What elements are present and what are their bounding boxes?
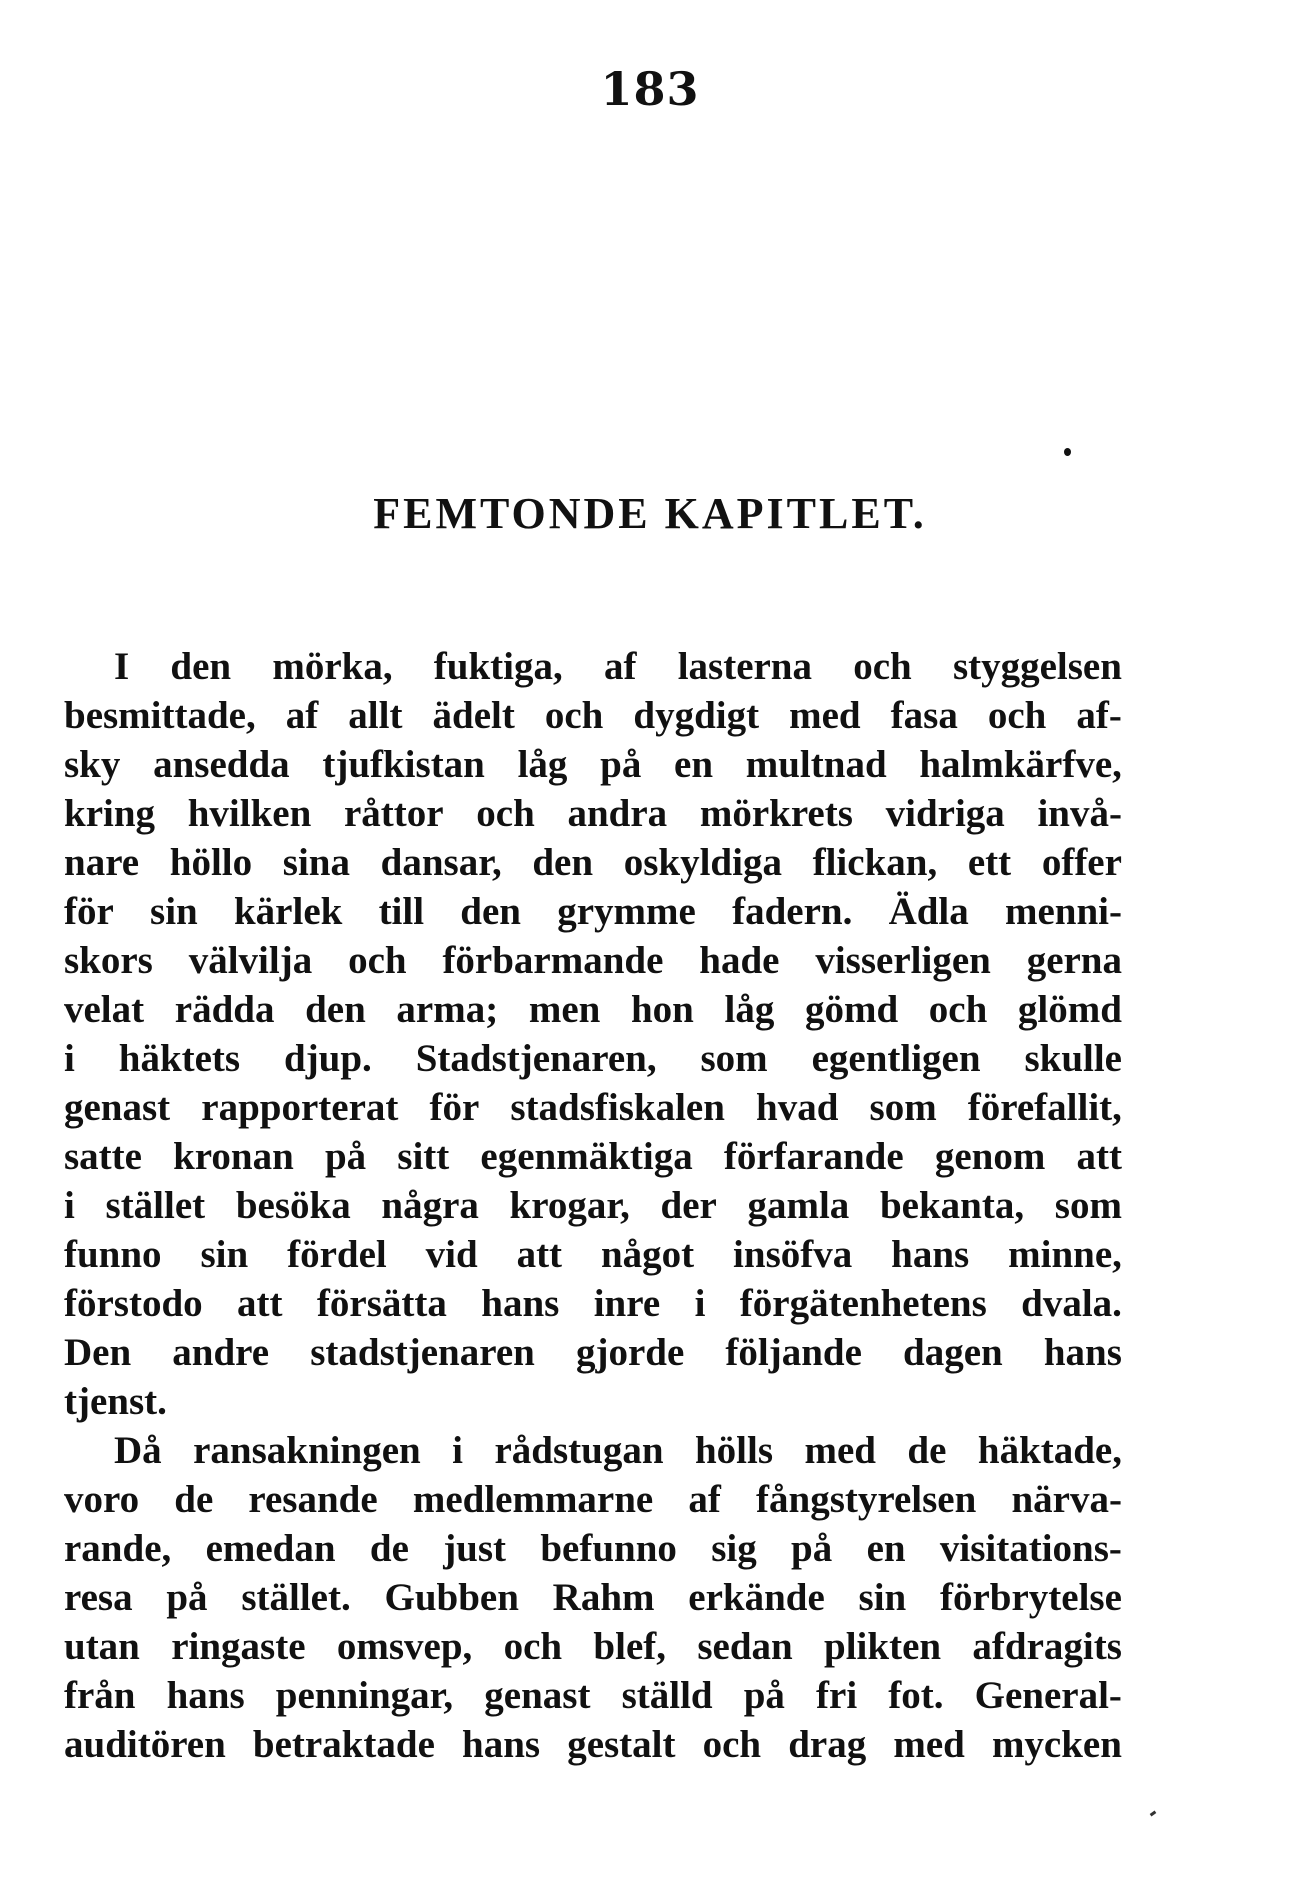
text-line — [64, 691, 1122, 740]
word: fot. — [888, 1674, 944, 1717]
word: penningar, — [275, 1674, 454, 1717]
word: i — [64, 1037, 75, 1080]
word: mycken — [991, 1723, 1122, 1766]
word: dygdigt — [633, 694, 760, 737]
word: drag — [788, 1723, 867, 1766]
word: ringaste — [171, 1625, 306, 1668]
text-line — [64, 1671, 1122, 1720]
word: en — [674, 743, 714, 786]
word: stadsfiskalen — [510, 1086, 725, 1129]
word: Gubben — [384, 1576, 519, 1619]
word: I — [114, 645, 130, 688]
word: der — [660, 1184, 717, 1227]
word: emedan — [205, 1527, 336, 1570]
word: för — [429, 1086, 480, 1129]
word: sin — [150, 890, 198, 933]
word: dansar, — [380, 841, 502, 884]
word: de — [907, 1429, 947, 1472]
word: ansedda — [153, 743, 290, 786]
text-line — [64, 789, 1122, 838]
word: och — [544, 694, 604, 737]
word: i — [64, 1184, 75, 1227]
word: inre — [593, 1282, 661, 1325]
word: allt — [348, 694, 403, 737]
word: att — [237, 1282, 283, 1325]
ink-speck — [1064, 448, 1071, 456]
word: sin — [200, 1233, 249, 1276]
word: egentligen — [811, 1037, 981, 1080]
word: och — [928, 988, 988, 1031]
word: funno — [64, 1233, 162, 1276]
word: kring — [64, 792, 156, 835]
text-line — [64, 887, 1122, 936]
word: sitt — [397, 1135, 450, 1178]
word: ställd — [621, 1674, 713, 1717]
word: häktade, — [977, 1429, 1122, 1472]
word: glömd — [1017, 988, 1122, 1031]
word: Då — [114, 1429, 162, 1472]
word: rådstugan — [494, 1429, 664, 1472]
word: som — [700, 1037, 768, 1080]
word: lasterna — [677, 645, 812, 688]
word: minne, — [1008, 1233, 1122, 1276]
word: mörka, — [272, 645, 393, 688]
word: nare — [64, 841, 140, 884]
word: voro — [64, 1478, 140, 1521]
word: den — [460, 890, 521, 933]
word: förstodo — [64, 1282, 203, 1325]
word: Ädla — [888, 890, 969, 933]
word: sedan — [697, 1625, 793, 1668]
word: invå- — [1037, 792, 1122, 835]
word: genast — [484, 1674, 591, 1717]
text-line — [64, 740, 1122, 789]
word: sky — [64, 743, 121, 786]
word: sin — [858, 1576, 907, 1619]
text-line — [64, 1328, 1122, 1377]
word: hans — [462, 1723, 541, 1766]
word: välvilja — [188, 939, 313, 982]
word: att — [516, 1233, 563, 1276]
text-line — [64, 1230, 1122, 1279]
body-text — [64, 642, 1122, 1769]
word: men — [528, 988, 601, 1031]
word: velat — [64, 988, 145, 1031]
word: genast — [64, 1086, 171, 1129]
text-line — [64, 1083, 1122, 1132]
word: betraktade — [252, 1723, 435, 1766]
text-line — [64, 1377, 1122, 1426]
word: rande, — [64, 1527, 172, 1570]
word: från — [64, 1674, 136, 1717]
word: låg — [517, 743, 568, 786]
word: närva- — [1011, 1478, 1122, 1521]
word: besmittade, — [64, 694, 256, 737]
word: hade — [699, 939, 780, 982]
word: tjufkistan — [322, 743, 485, 786]
word: som — [869, 1086, 937, 1129]
page-number: 183 — [600, 62, 700, 116]
word: erkände — [688, 1576, 825, 1619]
word: blef, — [593, 1625, 666, 1668]
word: och — [853, 645, 912, 688]
word: Rahm — [552, 1576, 655, 1619]
word: offer — [1041, 841, 1122, 884]
word: gestalt — [567, 1723, 676, 1766]
word: fångstyrelsen — [756, 1478, 977, 1521]
word: sina — [282, 841, 350, 884]
word: med — [804, 1429, 876, 1472]
word: styggelsen — [952, 645, 1122, 688]
word: hans — [481, 1282, 560, 1325]
word: förefallit, — [967, 1086, 1122, 1129]
word: några — [381, 1184, 479, 1227]
word: och — [702, 1723, 762, 1766]
word: ädelt — [432, 694, 515, 737]
word: hans — [891, 1233, 970, 1276]
word: krogar, — [509, 1184, 630, 1227]
text-line — [64, 838, 1122, 887]
word: af- — [1076, 694, 1122, 737]
word: halmkärfve, — [919, 743, 1122, 786]
word: kronan — [173, 1135, 294, 1178]
text-line — [64, 1720, 1122, 1769]
word: auditören — [64, 1723, 226, 1766]
word: att — [1076, 1135, 1122, 1178]
text-line — [64, 936, 1122, 985]
word: resande — [248, 1478, 378, 1521]
word: hvad — [756, 1086, 839, 1129]
word: på — [166, 1576, 208, 1619]
word: försätta — [316, 1282, 447, 1325]
word: något — [600, 1233, 695, 1276]
word: af — [603, 645, 637, 688]
word: multnad — [745, 743, 887, 786]
word: som — [1054, 1184, 1122, 1227]
word: skulle — [1024, 1037, 1122, 1080]
word: Stadstjenaren, — [415, 1037, 657, 1080]
text-line — [64, 1524, 1122, 1573]
word: genom — [934, 1135, 1046, 1178]
word: med — [789, 694, 861, 737]
word: visitations- — [939, 1527, 1122, 1570]
word: just — [443, 1527, 507, 1570]
word: förbrytelse — [940, 1576, 1122, 1619]
word: fadern. — [732, 890, 853, 933]
word: förbarmande — [442, 939, 664, 982]
word: flickan, — [812, 841, 938, 884]
text-line — [64, 1034, 1122, 1083]
word: visserligen — [815, 939, 991, 982]
word: resa — [64, 1576, 133, 1619]
word: råttor — [343, 792, 444, 835]
word: hvilken — [187, 792, 312, 835]
text-line — [64, 985, 1122, 1034]
word: en — [866, 1527, 906, 1570]
word: sig — [711, 1527, 757, 1570]
word: stället. — [241, 1576, 351, 1619]
word: General- — [974, 1674, 1122, 1717]
word: bekanta, — [879, 1184, 1025, 1227]
word: och — [476, 792, 535, 835]
text-line — [64, 642, 1122, 691]
word: af — [285, 694, 319, 737]
word: satte — [64, 1135, 142, 1178]
text-line — [64, 1181, 1122, 1230]
word: omsvep, — [336, 1625, 473, 1668]
word: stället — [105, 1184, 206, 1227]
word: följande — [725, 1331, 862, 1374]
text-line — [64, 1622, 1122, 1671]
word: hans — [1043, 1331, 1122, 1374]
text-line — [64, 1475, 1122, 1524]
word: för — [64, 890, 114, 933]
word: besöka — [235, 1184, 351, 1227]
word: fri — [816, 1674, 858, 1717]
word: i — [694, 1282, 706, 1325]
word: rapporterat — [201, 1086, 399, 1129]
word: och — [503, 1625, 563, 1668]
word: fasa — [890, 694, 958, 737]
word: utan — [64, 1625, 140, 1668]
word: af — [688, 1478, 721, 1521]
word: kärlek — [233, 890, 343, 933]
word: hölls — [694, 1429, 774, 1472]
word: oskyldiga — [623, 841, 782, 884]
word: till — [378, 890, 425, 933]
chapter-title: FEMTONDE KAPITLET. — [373, 489, 927, 538]
word: förfarande — [723, 1135, 904, 1178]
word: rädda — [174, 988, 275, 1031]
word: tjenst. — [64, 1380, 167, 1423]
word: i — [452, 1429, 464, 1472]
word: andre — [172, 1331, 270, 1374]
word: de — [174, 1478, 214, 1521]
word: på — [600, 743, 642, 786]
word: dagen — [903, 1331, 1003, 1374]
word: hans — [166, 1674, 245, 1717]
word: den — [305, 988, 366, 1031]
word: gömd — [804, 988, 899, 1031]
word: gerna — [1026, 939, 1122, 982]
word: på — [324, 1135, 367, 1178]
word: den — [170, 645, 232, 688]
word: befunno — [540, 1527, 677, 1570]
word: gamla — [747, 1184, 850, 1227]
word: plikten — [824, 1625, 942, 1668]
word: de — [369, 1527, 409, 1570]
word: menni- — [1005, 890, 1122, 933]
word: stadstjenaren — [310, 1331, 535, 1374]
word: insöfva — [733, 1233, 853, 1276]
word: djup. — [284, 1037, 372, 1080]
word: hon — [630, 988, 694, 1031]
word: vidriga — [885, 792, 1005, 835]
word: den — [532, 841, 594, 884]
word: gjorde — [575, 1331, 685, 1374]
word: låg — [724, 988, 775, 1031]
word: höllo — [169, 841, 253, 884]
word: Den — [64, 1331, 132, 1374]
word: egenmäktiga — [480, 1135, 693, 1178]
word: skors — [64, 939, 153, 982]
text-line — [64, 1573, 1122, 1622]
word: ett — [967, 841, 1012, 884]
word: fördel — [287, 1233, 387, 1276]
word: fuktiga, — [433, 645, 563, 688]
word: på — [743, 1674, 785, 1717]
word: afdragits — [972, 1625, 1122, 1668]
word: medlemmarne — [412, 1478, 654, 1521]
ink-speck-bottom — [1150, 1811, 1157, 1817]
word: mörkrets — [699, 792, 853, 835]
word: på — [791, 1527, 833, 1570]
word: grymme — [557, 890, 696, 933]
word: och — [987, 694, 1047, 737]
text-line — [64, 1426, 1122, 1475]
text-line — [64, 1279, 1122, 1328]
word: ransakningen — [193, 1429, 421, 1472]
word: vid — [425, 1233, 478, 1276]
word: arma; — [396, 988, 499, 1031]
word: med — [893, 1723, 965, 1766]
text-line — [64, 1132, 1122, 1181]
word: häktets — [118, 1037, 241, 1080]
word: förgätenhetens — [739, 1282, 987, 1325]
word: andra — [567, 792, 668, 835]
word: och — [348, 939, 407, 982]
word: dvala. — [1021, 1282, 1122, 1325]
